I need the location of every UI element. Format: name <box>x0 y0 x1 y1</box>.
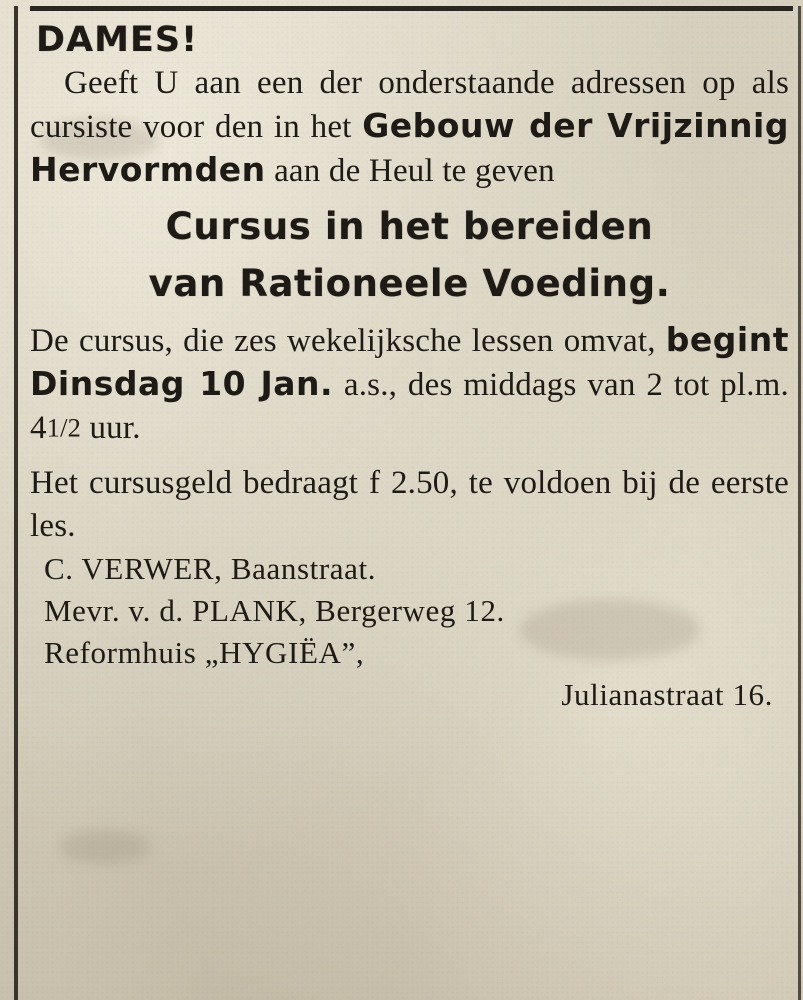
advertisement-body <box>30 16 789 716</box>
ad-intro-paragraph <box>30 62 789 193</box>
start-date: begint Dinsdag 10 Jan. <box>30 320 789 404</box>
border-rule-left <box>14 6 18 1000</box>
schedule-text-part1: De cursus, die zes wekelijksche lessen omvat, <box>30 323 666 360</box>
border-rule-right <box>798 6 801 1000</box>
ad-fee-paragraph: Het cursusgeld bedraagt f 2.50, te voldoen bij de eerste les. <box>30 465 789 544</box>
course-title-line2: van Rationeele Voeding. <box>148 262 671 306</box>
time-fraction: 1/2 <box>46 412 82 443</box>
schedule-text-part3: uur. <box>81 410 141 447</box>
address-line-4: Julianastraat 16. <box>561 677 773 713</box>
course-title-line1: Cursus in het bereiden <box>165 204 654 248</box>
border-rule-top <box>30 6 793 11</box>
schedule-text-part2: a.s., des middags van 2 tot pl.m. 4 <box>30 367 789 447</box>
address-line-2: Mevr. v. d. PLANK, Bergerweg 12. <box>44 593 505 628</box>
ad-headline: DAMES! <box>36 20 199 60</box>
paper-stain-3 <box>60 830 150 864</box>
intro-text-part2: aan de Heul te geven <box>265 152 555 189</box>
address-line-3: Reformhuis „HYGIËA”, <box>44 635 365 671</box>
address-line-1: C. VERWER, Baanstraat. <box>44 550 377 586</box>
venue-name: Gebouw der Vrijzinnig Hervormden <box>30 105 789 189</box>
intro-text-part1: Geeft U aan een der onderstaande adressen op als cursiste voor den in het <box>30 65 789 145</box>
ad-schedule-paragraph <box>30 319 789 450</box>
